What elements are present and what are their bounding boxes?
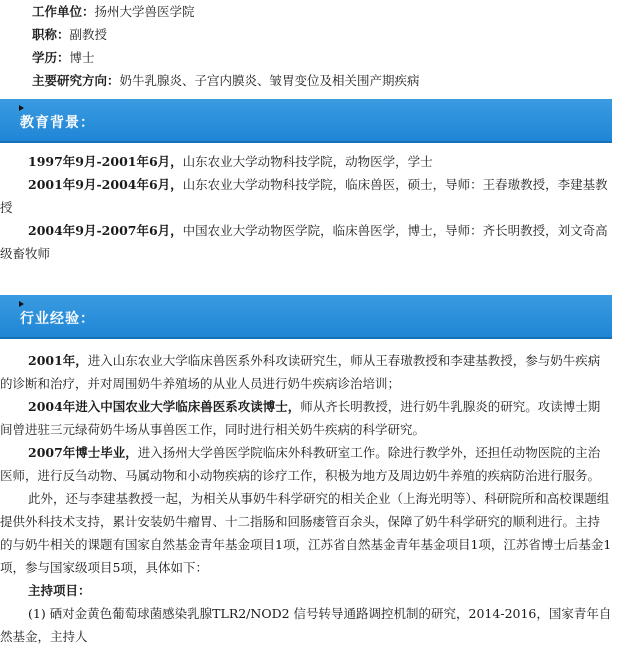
experience-paragraph: 此外，还与李建基教授一起，为相关从事奶牛科学研究的相关企业（上海光明等）、科研院所和高校课题组提供外科技术支持，累计安装奶牛瘤胃、十二指肠和回肠瘘管百余头，保障了奶牛科学研究的顺利进行。主持的与奶牛相关的课题有国家自然基金青年基金项目1项，江苏省自然基金青年基金项目1项，江苏省博士后基金1项，参与国家级项目5项，具体如下： [0, 491, 612, 575]
info-title: 职称：副教授 [32, 27, 108, 42]
education-item: 1997年9月-2001年6月，山东农业大学动物科技学院，动物医学，学士 [28, 154, 433, 169]
education-list [0, 150, 612, 265]
basic-info [32, 0, 420, 92]
experience-body [0, 349, 612, 648]
experience-header [0, 295, 612, 339]
education-item: 2004年9月-2007年6月，中国农业大学动物医学院，临床兽医学，博士，导师：齐长明教授，刘文奇高级畜牧师 [0, 223, 608, 261]
bullet-arrow-icon [19, 105, 24, 111]
info-unit: 工作单位：扬州大学兽医学院 [32, 4, 195, 19]
info-research: 主要研究方向：奶牛乳腺炎、子宫内膜炎、皱胃变位及相关围产期疾病 [32, 73, 420, 88]
info-degree: 学历：博士 [32, 50, 95, 65]
experience-paragraph: 2004年进入中国农业大学临床兽医系攻读博士，师从齐长明教授，进行奶牛乳腺炎的研究。攻读博士期间曾进驻三元绿荷奶牛场从事兽医工作，同时进行相关奶牛疾病的科学研究。 [0, 399, 601, 437]
experience-heading: 行业经验： [20, 311, 95, 327]
education-item: 2001年9月-2004年6月，山东农业大学动物科技学院，临床兽医，硕士，导师：王春璈教授，李建基教授 [0, 177, 608, 215]
bullet-arrow-icon [19, 301, 24, 307]
projects-label: 主持项目： [28, 583, 91, 598]
experience-paragraph: 2001年，进入山东农业大学临床兽医系外科攻读研究生，师从王春璈教授和李建基教授，参与奶牛疾病的诊断和治疗，并对周围奶牛养殖场的从业人员进行奶牛疾病诊治培训； [0, 353, 601, 391]
education-header [0, 99, 612, 143]
project-item: (1) 硒对金黄色葡萄球菌感染乳腺TLR2/NOD2 信号转导通路调控机制的研究，2014-2016，国家青年自然基金，主持人 [0, 606, 612, 644]
experience-paragraph: 2007年博士毕业，进入扬州大学兽医学院临床外科教研室工作。除进行教学外，还担任动物医院的主治医师，进行反刍动物、马属动物和小动物疾病的诊疗工作，积极为地方及周边奶牛养殖的疾病防治进行服务。 [0, 445, 601, 483]
education-heading: 教育背景： [20, 115, 95, 131]
